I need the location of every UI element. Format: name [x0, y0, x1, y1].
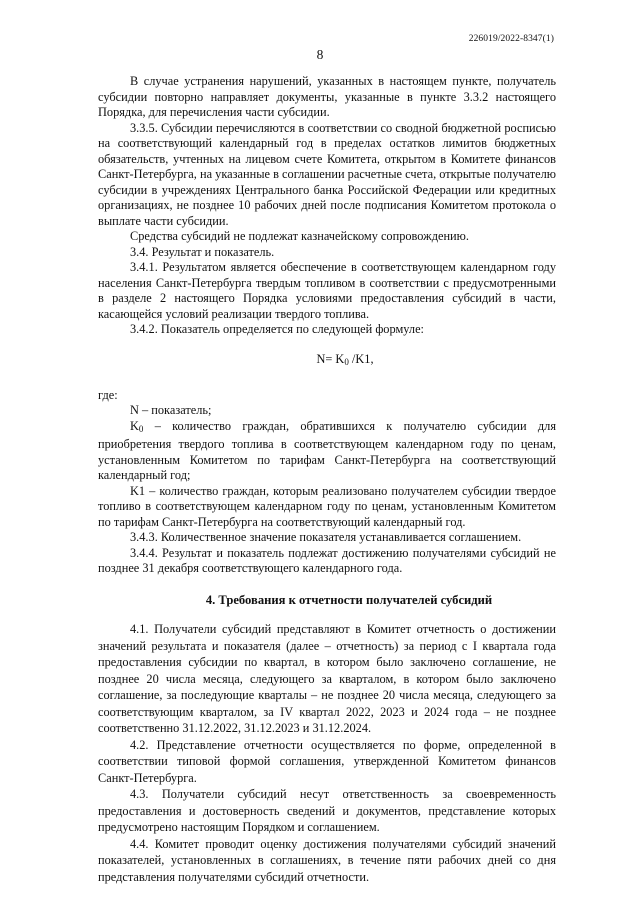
paragraph-3-4-2: 3.4.2. Показатель определяется по следующей формуле:: [130, 322, 424, 336]
definition-k1: K1 – количество граждан, которым реализовано получателем субсидии твердое топливо в соответствующем календарном году по ценам, установленным Комитетом по тарифам Санкт-Петербурга на соответствующий календарный год.: [98, 483, 556, 529]
formula-right: /K1,: [348, 351, 374, 366]
k0-text: – количество граждан, обратившихся к получателю субсидии для приобретения твердого топлива в соответствующем календарном году по ценам, установленным Комитетом по тарифам Санкт-Петербурга на соответствующий календарный год;: [98, 418, 556, 482]
k0-symbol: K: [130, 418, 139, 433]
definition-n: N – показатель;: [130, 403, 212, 417]
paragraph-4-1: 4.1. Получатели субсидий представляют в Комитет отчетность о достижении значений результата и показателя (далее – отчетность) за период с I квартала года предоставления субсидии по квартал, в котором было заключено соглашение, не позднее 20 числа месяца, следующего за кварталом, в котором было заключено соглашение, за последующие кварталы – не позднее 20 числа месяца, следующего за соответствующим кварталом, за IV квартал 2022, 2023 и 2024 года – не позднее соответственно 31.12.2022, 31.12.2023 и 31.12.2024.: [98, 622, 556, 735]
paragraph-violations: В случае устранения нарушений, указанных в настоящем пункте, получатель субсидии повторно направляет документы, указанные в пункте 3.3.2 настоящего Порядка, для перечисления части субсидии.: [98, 74, 556, 119]
page-number: 8: [316, 47, 324, 62]
section-4-body: [98, 621, 556, 885]
paragraph-3-4-4: 3.4.4. Результат и показатель подлежат достижению получателями субсидий не позднее 31 декабря соответствующего календарного года.: [98, 545, 556, 575]
k0-subscript: 0: [138, 423, 144, 434]
paragraph-3-4-1: 3.4.1. Результатом является обеспечение в соответствующем календарном году населения Санкт-Петербурга твердым топливом в соответствии с предусмотренными в разделе 2 настоящего Порядка условиями предоставления субсидий в части, касающейся условий реализации твердого топлива.: [98, 260, 556, 321]
paragraph-where: где:: [98, 387, 118, 402]
paragraph-4-4: 4.4. Комитет проводит оценку достижения получателями субсидий значений показателей, установленных в соглашениях, в течение пяти рабочих дней со дня представления получателями субсидий отчетности.: [98, 836, 556, 884]
page-body: [98, 74, 556, 885]
paragraph-3-4: 3.4. Результат и показатель.: [130, 244, 275, 259]
indicator-formula: [98, 352, 556, 369]
section-4-heading: 4. Требования к отчетности получателей субсидий: [205, 592, 493, 607]
paragraph-4-3: 4.3. Получатели субсидий несут ответственность за своевременность предоставления и достоверность сведений и документов, представление которых предусмотрено настоящим Порядком и соглашением.: [98, 787, 556, 834]
formula-left: N= K: [316, 351, 345, 366]
definition-k0: [98, 419, 556, 484]
paragraph-treasury: Средства субсидий не подлежат казначейскому сопровождению.: [130, 229, 469, 243]
paragraph-4-2: 4.2. Представление отчетности осуществляется по форме, определенной в соответствии типовой формой соглашения, утвержденной Комитетом финансов Санкт-Петербурга.: [98, 737, 556, 785]
paragraph-3-3-5: 3.3.5. Субсидии перечисляются в соответствии со сводной бюджетной росписью на соответствующий календарный год в пределах остатков лимитов бюджетных обязательств, учтенных на лицевом счете Комитета, открытом в Комитете финансов Санкт-Петербурга, на указанные в соглашении расчетные счета, открытые получателю субсидии в учреждениях Центрального банка Российской Федерации или кредитных организациях, не позднее 10 рабочих дней после подписания Комитетом протокола о выплате части субсидии.: [98, 120, 556, 228]
paragraph-3-4-3: 3.4.3. Количественное значение показателя устанавливается соглашением.: [130, 530, 522, 544]
document-id: 226019/2022-8347(1): [468, 34, 554, 44]
formula-subscript: 0: [344, 356, 349, 367]
